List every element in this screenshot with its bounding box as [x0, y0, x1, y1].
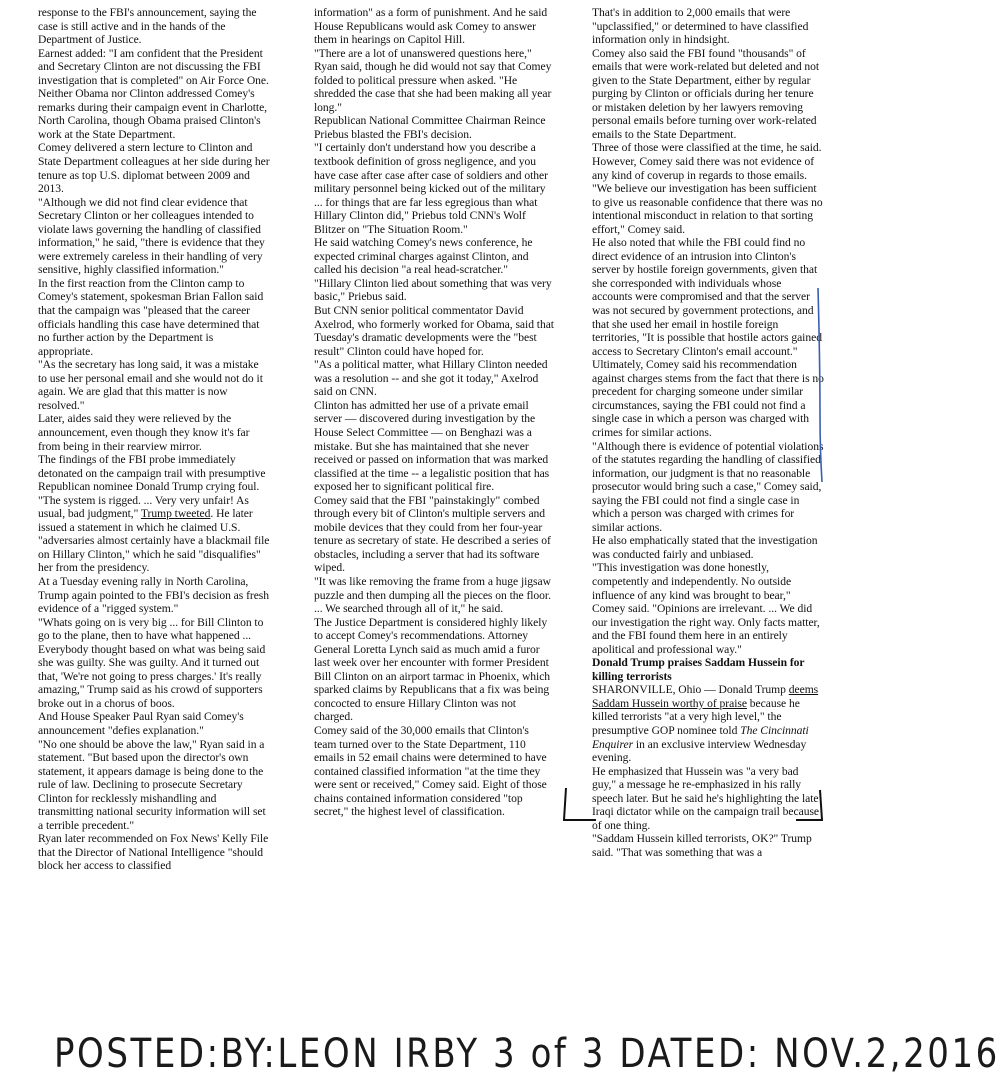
paragraph — [38, 277, 270, 358]
paragraph — [38, 47, 270, 142]
text-run: "I certainly don't understand how you describe a textbook definition of gross negligence, and you have case after case after case of soldiers and other military personnel being kicked out of the military ... for things that are far less egregious than what Hillary Clinton did," Priebus told CNN's Wolf Blitzer on "The Situation Room." — [314, 141, 548, 236]
paragraph — [592, 832, 824, 859]
paragraph — [38, 6, 270, 47]
paragraph — [38, 494, 270, 575]
text-run: However, Comey said there was not evidence of any kind of coverup in regards to those emails. — [592, 155, 814, 182]
text-run: In the first reaction from the Clinton camp to Comey's statement, spokesman Brian Fallon said that the campaign was "pleased that the career officials handling this case have determined that no further action by the Department is appropriate. — [38, 276, 264, 358]
paragraph — [314, 304, 554, 358]
text-run: The findings of the FBI probe immediately detonated on the campaign trail with presumptive Republican nominee Donald Trump crying foul. — [38, 453, 266, 494]
text-run: The Justice Department is considered highly likely to accept Comey's recommendations. Attorney General Loretta Lynch said as much amid a furor last week over her encounter with former President Bill Clinton on an airport tarmac in Phoenix, which sparked claims by Republicans that a fix was being concocted to ensure Hillary Clinton was not charged. — [314, 615, 551, 724]
text-run: But CNN senior political commentator David Axelrod, who formerly worked for Obama, said that Tuesday's dramatic developments were the "best result" Clinton could have hoped for. — [314, 304, 554, 358]
text-run: Later, aides said they were relieved by the announcement, even though they know it's far from being in their rearview mirror. — [38, 412, 250, 453]
blue-pen-margin-mark — [812, 286, 826, 486]
paragraph — [38, 141, 270, 195]
paragraph — [38, 196, 270, 277]
paragraph — [314, 494, 554, 575]
text-run: He also emphatically stated that the investigation was conducted fairly and unbiased. — [592, 534, 818, 561]
text-run: Republican National Committee Chairman Reince Priebus blasted the FBI's decision. — [314, 114, 546, 141]
paragraph — [314, 575, 554, 616]
handwritten-posting-note — [40, 1024, 1000, 1080]
paragraph — [592, 358, 824, 439]
text-run: Ryan later recommended on Fox News' Kelly File that the Director of National Intelligence "should block her access to classified — [38, 832, 269, 873]
paragraph — [592, 683, 824, 764]
text-run: That's in addition to 2,000 emails that were "upclassified," or determined to have classified information only in hindsight. — [592, 6, 809, 47]
paragraph — [38, 575, 270, 616]
handwritten-bracket-right — [792, 786, 832, 826]
text-run: in an exclusive interview Wednesday evening. — [592, 737, 807, 765]
paragraph — [592, 561, 824, 656]
paragraph — [38, 738, 270, 833]
text-run: He said watching Comey's news conference, he expected criminal charges against Clinton, and called his decision "a real head-scratcher." — [314, 236, 533, 277]
text-run: He also noted that while the FBI could find no direct evidence of an intrusion into Clinton's server by hostile foreign governments, given that she corresponded with individuals whose accounts were compromised and that the server was not secured by government protections, and that she used her email in hostile foreign territories, "It is possible that hostile actors gained access to Secretary Clinton's email account." — [592, 236, 822, 358]
paragraph — [592, 182, 824, 236]
text-run: response to the FBI's announcement, saying the case is still active and in the hands of the Department of Justice. — [38, 6, 257, 47]
text-run: Ultimately, Comey said his recommendation against charges stems from the fact that there is no precedent for charging someone under similar circumstances, saying the FBI could not find a single case in which a person was charged with crimes for similar actions. — [592, 358, 824, 439]
paragraph — [592, 155, 824, 182]
inline-link[interactable]: Trump tweeted — [140, 507, 211, 521]
paragraph — [314, 114, 554, 141]
paragraph — [592, 236, 824, 358]
paragraph — [314, 358, 554, 399]
text-run: information" as a form of punishment. And he said House Republicans would ask Comey to answer them in hearings on Capitol Hill. — [314, 6, 548, 47]
text-run: "Saddam Hussein killed terrorists, OK?" Trump said. "That was something that was a — [592, 832, 812, 859]
text-run: He emphasized that Hussein was "a very bad guy," a message he re-emphasized in his rally speech later. But he said he's highlighting the late Iraqi dictator while on the campaign trail because of one thing. — [592, 764, 820, 832]
text-run: "Hillary Clinton lied about something that was very basic," Priebus said. — [314, 276, 552, 304]
text-run: "There are a lot of unanswered questions here," Ryan said, though he did would not say that Comey folded to political pressure when asked. "He shredded the case that she had been making all year long." — [314, 46, 552, 114]
text-run: Comey delivered a stern lecture to Clinton and State Department colleagues at her side during her tenure as top U.S. diplomat between 2009 and 2013. — [38, 141, 270, 196]
paragraph — [314, 47, 554, 115]
paragraph — [38, 710, 270, 737]
handwritten-bracket-left — [560, 786, 600, 826]
text-run: "No one should be above the law," Ryan said in a statement. "But based upon the director's own statement, it appears damage is being done to the rule of law. Declining to prosecute Secretary Clinton for recklessly mishandling and transmitting national security information will set a terrible precedent." — [38, 737, 266, 832]
paragraph — [38, 453, 270, 494]
text-run: Comey said of the 30,000 emails that Clinton's team turned over to the State Department, 110 emails in 52 email chains were determined to have contained classified information "at the time they were sent or received," Comey said. Eight of those chains contained information considered "top secret," the highest level of classification. — [314, 723, 547, 819]
text-run: And House Speaker Paul Ryan said Comey's announcement "defies explanation." — [38, 710, 244, 737]
paragraph — [314, 724, 554, 819]
paragraph — [592, 440, 824, 535]
article-column-1 — [38, 6, 270, 873]
text-run: Three of those were classified at the time, he said. — [592, 141, 822, 155]
paragraph — [592, 534, 824, 561]
text-run: At a Tuesday evening rally in North Carolina, Trump again pointed to the FBI's decision as fresh evidence of a "rigged system." — [38, 574, 270, 616]
text-run: "Although we did not find clear evidence that Secretary Clinton or her colleagues intended to violate laws governing the handling of classified information," he said, "there is evidence that they were extremely careless in their handling of very sensitive, highly classified information." — [38, 195, 265, 277]
paragraph — [592, 47, 824, 142]
paragraph — [314, 616, 554, 724]
paragraph — [314, 141, 554, 236]
text-run: . He later issued a statement in which he claimed U.S. "adversaries almost certainly have a blackmail file on Hillary Clinton," which he said "disqualifies" her from the presidency. — [38, 507, 270, 575]
text-run: "Although there is evidence of potential violations of the statutes regarding the handling of classified information, our judgment is that no reasonable prosecutor would bring such a case," Comey said, saying the FBI could not find a single case in which a person was charged with crimes for similar actions. — [592, 439, 824, 534]
paragraph — [38, 358, 270, 412]
posted-by-note: POSTED:BY:LEON IRBY 3 of 3 DATED: NOV.2,2016 — [54, 1031, 1000, 1077]
paragraph — [314, 399, 554, 494]
paragraph — [314, 236, 554, 277]
text-run: SHARONVILLE, Ohio — Donald Trump — [592, 683, 789, 697]
article-column-2 — [314, 6, 554, 819]
text-run: "As a political matter, what Hillary Clinton needed was a resolution -- and she got it today," Axelrod said on CNN. — [314, 358, 548, 399]
text-run: Comey said that the FBI "painstakingly" combed through every bit of Clinton's multiple servers and mobile devices that they could from her four-year tenure as secretary of state. He described a series of obstacles, including a server that had its software wiped. — [314, 493, 551, 575]
text-run: Clinton has admitted her use of a private email server — discovered during investigation by the House Select Committee — on Benghazi was a mistake. But she has maintained that she never received or passed on information that was marked classified at the time -- a legalistic position that has exposed her to significant political fire. — [314, 398, 550, 494]
text-run: "The system is rigged. ... Very very unfair! As usual, bad judgment," — [38, 493, 249, 521]
paragraph — [38, 616, 270, 711]
paragraph — [38, 832, 270, 873]
article-column-3 — [592, 6, 824, 859]
text-run: "We believe our investigation has been sufficient to give us reasonable confidence that there was no intentional misconduct in relation to that sorting effort," Comey said. — [592, 182, 823, 236]
text-run: "It was like removing the frame from a huge jigsaw puzzle and then dumping all the pieces on the floor. ... We searched through all of it," he said. — [314, 574, 551, 616]
text-run: "Whats going on is very big ... for Bill Clinton to go to the plane, then to have what happened ... Everybody thought based on what was being said she was guilty. She was guilty. And it turned out that, 'We're not going to press charges.' It's really amazing," Trump said as his crowd of supporters broke out in a chorus of boos. — [38, 615, 266, 710]
text-run: "As the secretary has long said, it was a mistake to use her personal email and she would not do it again. We are glad that this matter is now resolved." — [38, 358, 263, 412]
publication-title: The Cincinnati Enquirer — [592, 723, 809, 751]
text-run: because he killed terrorists "at a very high level," the presumptive GOP nominee told — [592, 696, 800, 737]
section-heading — [592, 656, 824, 683]
paragraph — [314, 6, 554, 47]
paragraph — [592, 141, 824, 155]
paragraph — [592, 765, 824, 833]
text-run: Donald Trump praises Saddam Hussein for killing terrorists — [592, 656, 805, 683]
text-run: "This investigation was done honestly, competently and independently. No outside influence of any kind was brought to bear," Comey said. "Opinions are irrelevant. ... We did our investigation the right way. Only facts matter, and the FBI found them here in an entirely apolitical and professional way." — [592, 561, 820, 656]
paragraph — [592, 6, 824, 47]
text-run: Comey also said the FBI found "thousands" of emails that were work-related but deleted and not given to the State Department, either by regular purging by Clinton or officials during her tenure or mistaken deletion by her lawyers removing personal emails before turning over work-related emails to the State Department. — [592, 46, 820, 141]
paragraph — [314, 277, 554, 304]
paragraph — [38, 412, 270, 453]
inline-link[interactable]: deems Saddam Hussein worthy of praise — [592, 683, 819, 710]
text-run: Earnest added: "I am confident that the President and Secretary Clinton are not discussing the FBI investigation that is completed" on Air Force One. Neither Obama nor Clinton addressed Comey's remarks during their campaign event in Charlotte, North Carolina, though Obama praised Clinton's work at the State Department. — [38, 46, 269, 141]
